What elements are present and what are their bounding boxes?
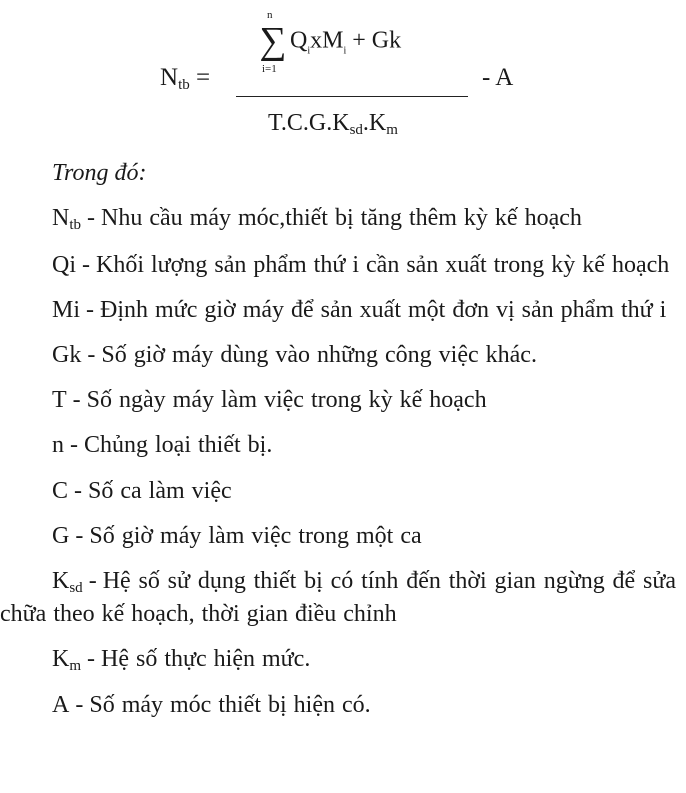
formula-lhs (160, 62, 210, 96)
definition-item (0, 644, 676, 677)
definition-symbol: n (52, 432, 64, 459)
definition-symbol: T (52, 387, 67, 414)
definition-symbol: Gk (52, 342, 82, 369)
definition-item (0, 340, 676, 371)
formula-numerator (256, 9, 402, 75)
definition-item (0, 476, 676, 507)
summation (256, 9, 290, 75)
sum-lower-limit: i=1 (262, 63, 277, 75)
term-m-index: i (343, 45, 347, 57)
definition-symbol-subscript: m (69, 657, 82, 674)
definition-symbol: K (52, 645, 70, 672)
definition-dash: - (87, 645, 96, 672)
formula-denominator (268, 108, 398, 141)
fraction-bar (236, 96, 468, 97)
definition-dash: - (82, 251, 90, 278)
definition-item (0, 690, 676, 721)
definition-dash: - (87, 205, 96, 232)
definition-dash: - (75, 692, 84, 719)
den-prefix: T.C.G.K (268, 110, 350, 136)
definition-item (0, 566, 676, 630)
term-q-index: i (307, 45, 311, 57)
den-mid: .K (362, 110, 387, 136)
definition-text: Khối lượng sản phẩm thứ i cần sản xuất trong kỳ kế hoạch (96, 251, 670, 278)
definition-symbol: Mi (52, 296, 81, 323)
lhs-symbol: N (160, 64, 179, 91)
definition-text: Số giờ máy dùng vào những công việc khác. (101, 342, 537, 369)
definition-symbol: Qi (52, 251, 76, 278)
definition-dash: - (75, 522, 84, 549)
definition-symbol: G (52, 522, 70, 549)
term-q: Q (290, 27, 308, 54)
definition-text: Số ngày máy làm việc trong kỳ kế hoạch (86, 387, 487, 414)
definition-symbol: K (52, 568, 70, 594)
definition-symbol: N (52, 205, 70, 232)
sigma-symbol: ∑ (259, 20, 287, 62)
definition-text: Chủng loại thiết bị. (84, 432, 273, 459)
lhs-subscript: tb (178, 77, 190, 93)
definition-item (0, 521, 676, 552)
definition-symbol: A (52, 692, 70, 719)
definition-text: Số giờ máy làm việc trong một ca (89, 522, 422, 549)
definition-symbol-subscript: sd (69, 580, 83, 596)
definition-text: Hệ số thực hiện mức. (101, 645, 311, 672)
definition-symbol-subscript: tb (69, 217, 82, 234)
definition-item (0, 295, 676, 326)
definition-dash: - (74, 477, 83, 504)
den-sub-sd: sd (349, 122, 363, 138)
definition-dash: - (86, 296, 95, 323)
definition-dash: - (88, 568, 97, 594)
definitions-list (0, 203, 676, 721)
sum-upper-limit: n (267, 9, 273, 21)
term-plus-gk: + Gk (346, 27, 402, 54)
definition-dash: - (72, 387, 81, 414)
equals-sign: = (195, 64, 211, 91)
den-sub-m: m (386, 122, 398, 138)
definition-text: Số ca làm việc (88, 477, 232, 504)
definition-dash: - (70, 432, 78, 459)
definition-item (0, 203, 676, 236)
definition-dash: - (87, 342, 96, 369)
definition-symbol: C (52, 477, 69, 504)
definitions-section (0, 158, 676, 735)
definition-text: Hệ số sử dụng thiết bị có tính đến thời gian ngừng để sửa chữa theo kế hoạch, thời gian điều chỉnh (0, 568, 676, 627)
definition-item (0, 385, 676, 416)
definition-item (0, 430, 676, 461)
definition-text: Nhu cầu máy móc,thiết bị tăng thêm kỳ kế hoạch (101, 205, 582, 232)
formula-rhs: - A (482, 64, 514, 91)
equipment-demand-formula (0, 0, 686, 150)
definition-text: Số máy móc thiết bị hiện có. (89, 692, 371, 719)
definition-text: Định mức giờ máy để sản xuất một đơn vị sản phẩm thứ i (100, 296, 667, 323)
intro-label: Trong đó: (52, 160, 147, 186)
term-times-m: xM (310, 27, 344, 54)
definition-item (0, 250, 676, 281)
